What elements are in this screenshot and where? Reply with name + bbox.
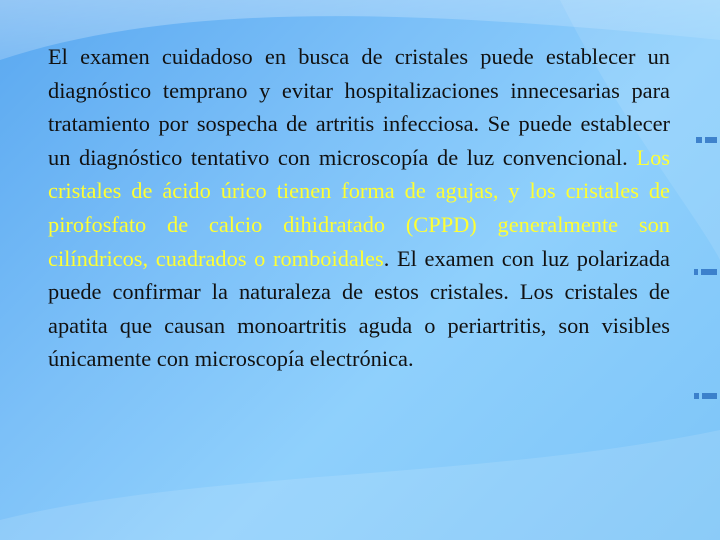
edge-mark [694, 386, 720, 392]
paragraph-text-2: . El examen con luz polarizada puede confirmar la naturaleza de estos cristales. Los cristales de apatita que causan monoartritis aguda o periartritis, son visibles únicamente con microscopía electrónica. [48, 245, 670, 372]
highlighted-text: Los cristales de ácido úrico tienen forma de agujas, y los cristales de pirofosfato de calcio dihidratado (CPPD) generalmente son cilíndricos, cuadrados o romboidales [48, 144, 670, 271]
edge-mark [694, 262, 720, 268]
body-paragraph [48, 40, 670, 376]
edge-marks [680, 0, 720, 540]
edge-mark [696, 130, 720, 136]
paragraph-text-1: El examen cuidadoso en busca de cristales puede establecer un diagnóstico temprano y evitar hospitalizaciones innecesarias para tratamiento por sospecha de artritis infecciosa. Se puede establecer un diagnóstico tentativo con microscopía de luz convencional. [48, 44, 670, 170]
